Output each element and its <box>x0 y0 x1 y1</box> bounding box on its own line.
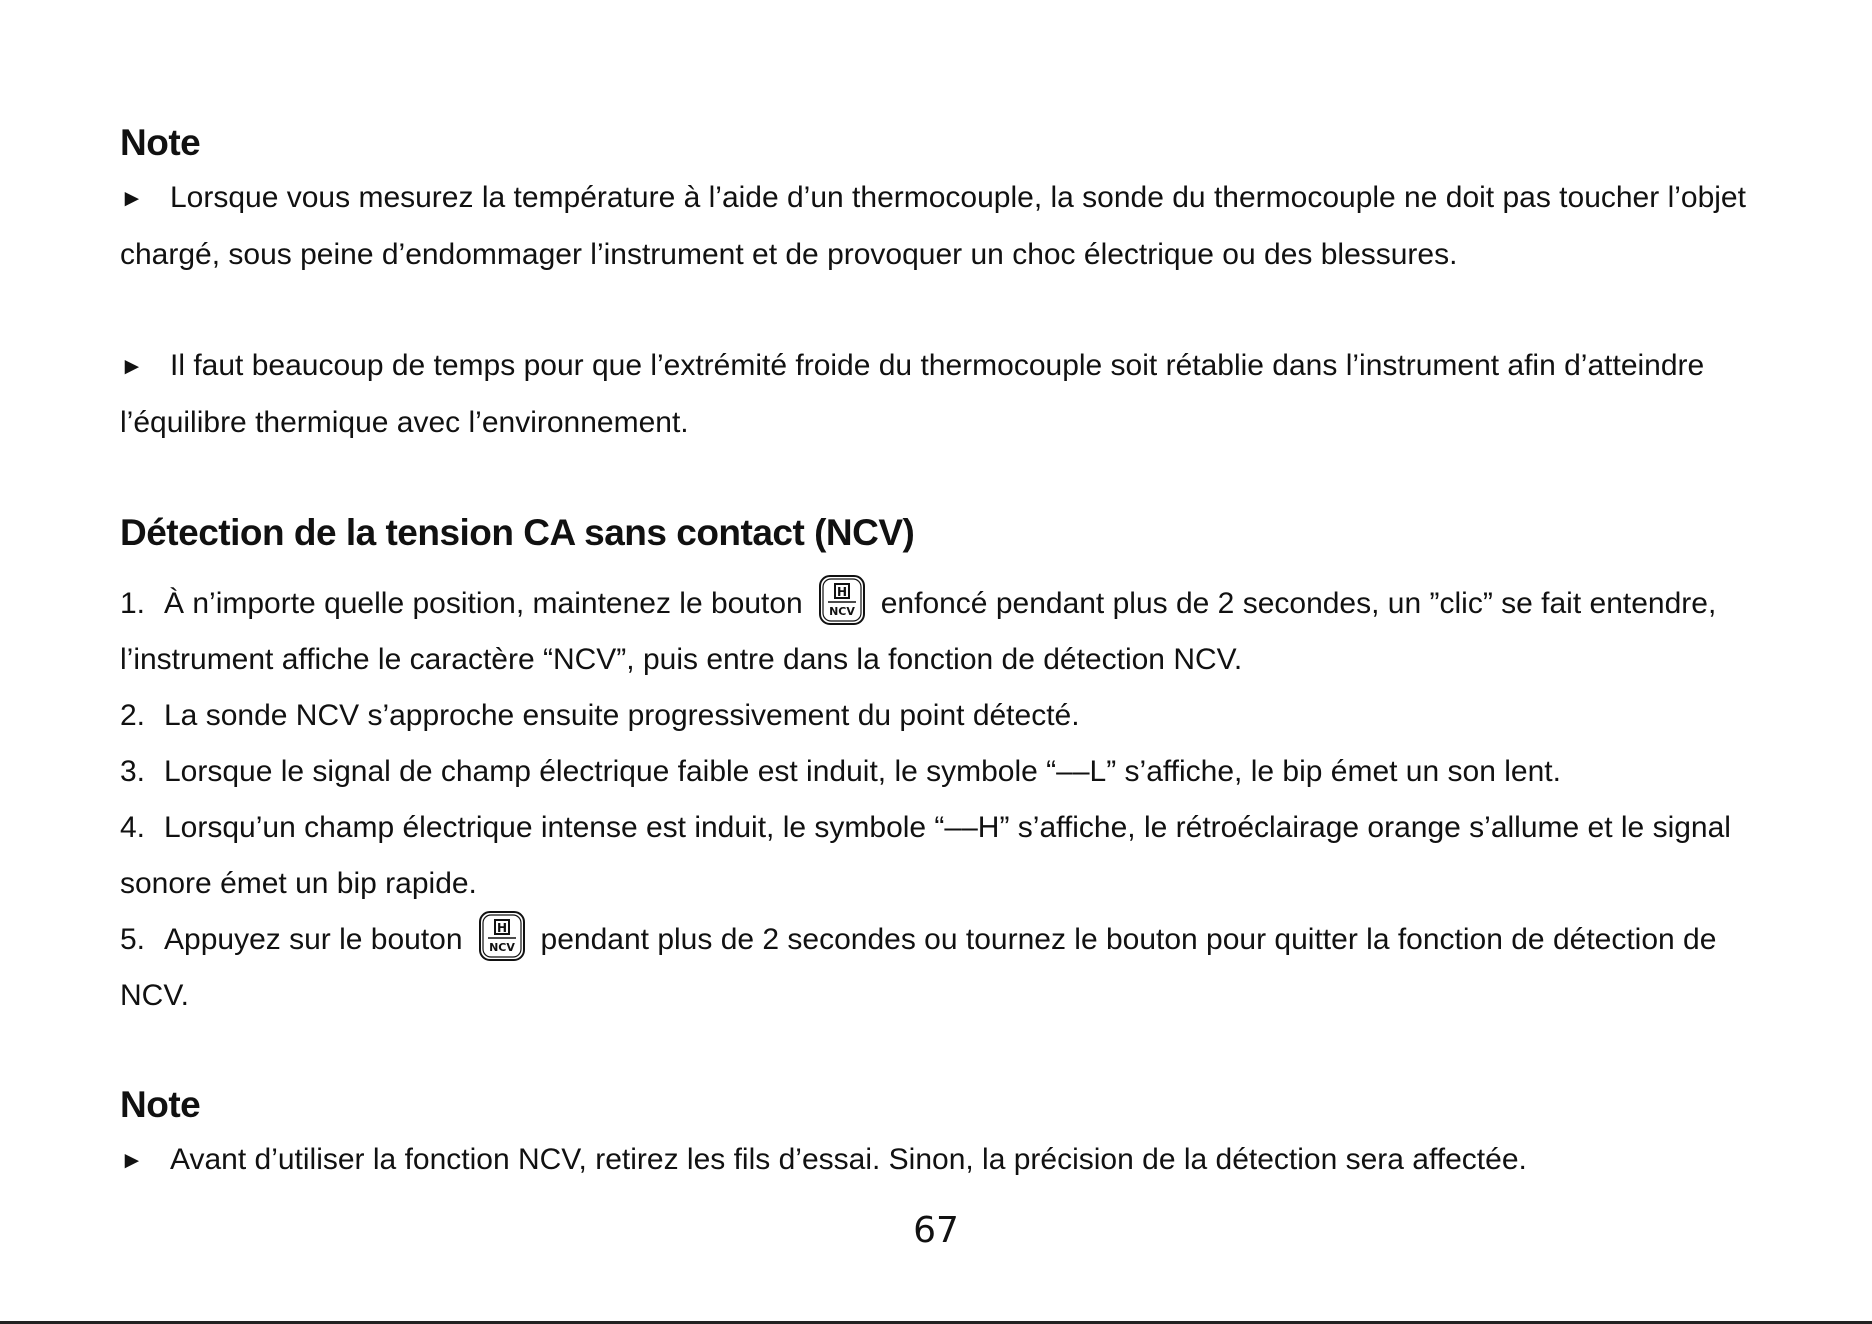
arrow-bullet-icon: ► <box>120 353 144 380</box>
hold-ncv-button-icon <box>817 574 867 626</box>
hold-ncv-button-icon <box>477 910 527 962</box>
note-bullet-2: ► Il faut beaucoup de temps pour que l’extrémité froide du thermocouple soit rétablie dans l’instrument afin d’atteindre l’équilibre thermique avec l’environnement. <box>120 338 1760 451</box>
svg-text:NCV: NCV <box>488 941 515 955</box>
ncv-step-4: 4. Lorsqu’un champ électrique intense est induit, le symbole “––H” s’affiche, le rétroéclairage orange s’allume et le signal sonore émet un bip rapide. <box>120 811 1731 900</box>
note-bullet-3: ► Avant d’utiliser la fonction NCV, retirez les fils d’essai. Sinon, la précision de la détection sera affectée. <box>120 1132 1760 1189</box>
arrow-bullet-icon: ► <box>120 1147 144 1174</box>
svg-text:NCV: NCV <box>828 605 855 619</box>
note-heading: Note <box>120 122 201 163</box>
ncv-step-3: 3. Lorsque le signal de champ électrique faible est induit, le symbole “––L” s’affiche, le bip émet un son lent. <box>120 755 1561 788</box>
note-bullet-1: ► Lorsque vous mesurez la température à l’aide d’un thermocouple, la sonde du thermocouple ne doit pas toucher l’objet chargé, sous peine d’endommager l’instrument et de provoquer un choc électrique ou des blessures. <box>120 170 1760 283</box>
section-title: Détection de la tension CA sans contact (NCV) <box>120 512 915 553</box>
page-number: 67 <box>913 1210 959 1251</box>
note-heading: Note <box>120 1084 201 1125</box>
svg-text:H: H <box>496 921 507 936</box>
ncv-step-2: 2. La sonde NCV s’approche ensuite progressivement du point détecté. <box>120 699 1080 732</box>
ncv-step-1: 1. À n’importe quelle position, maintenez le bouton H NCV enfoncé pendant plus de 2 secondes, un ”clic” se fait entendre, l’instrument affiche le caractère “NCV”, puis entre dans la fonction de détection NCV. <box>120 576 1760 688</box>
svg-text:H: H <box>836 585 847 600</box>
ncv-step-5: 5. Appuyez sur le bouton H NCV pendant plus de 2 secondes ou tournez le bouton pour quitter la fonction de détection de NCV. <box>120 912 1760 1024</box>
arrow-bullet-icon: ► <box>120 185 144 212</box>
